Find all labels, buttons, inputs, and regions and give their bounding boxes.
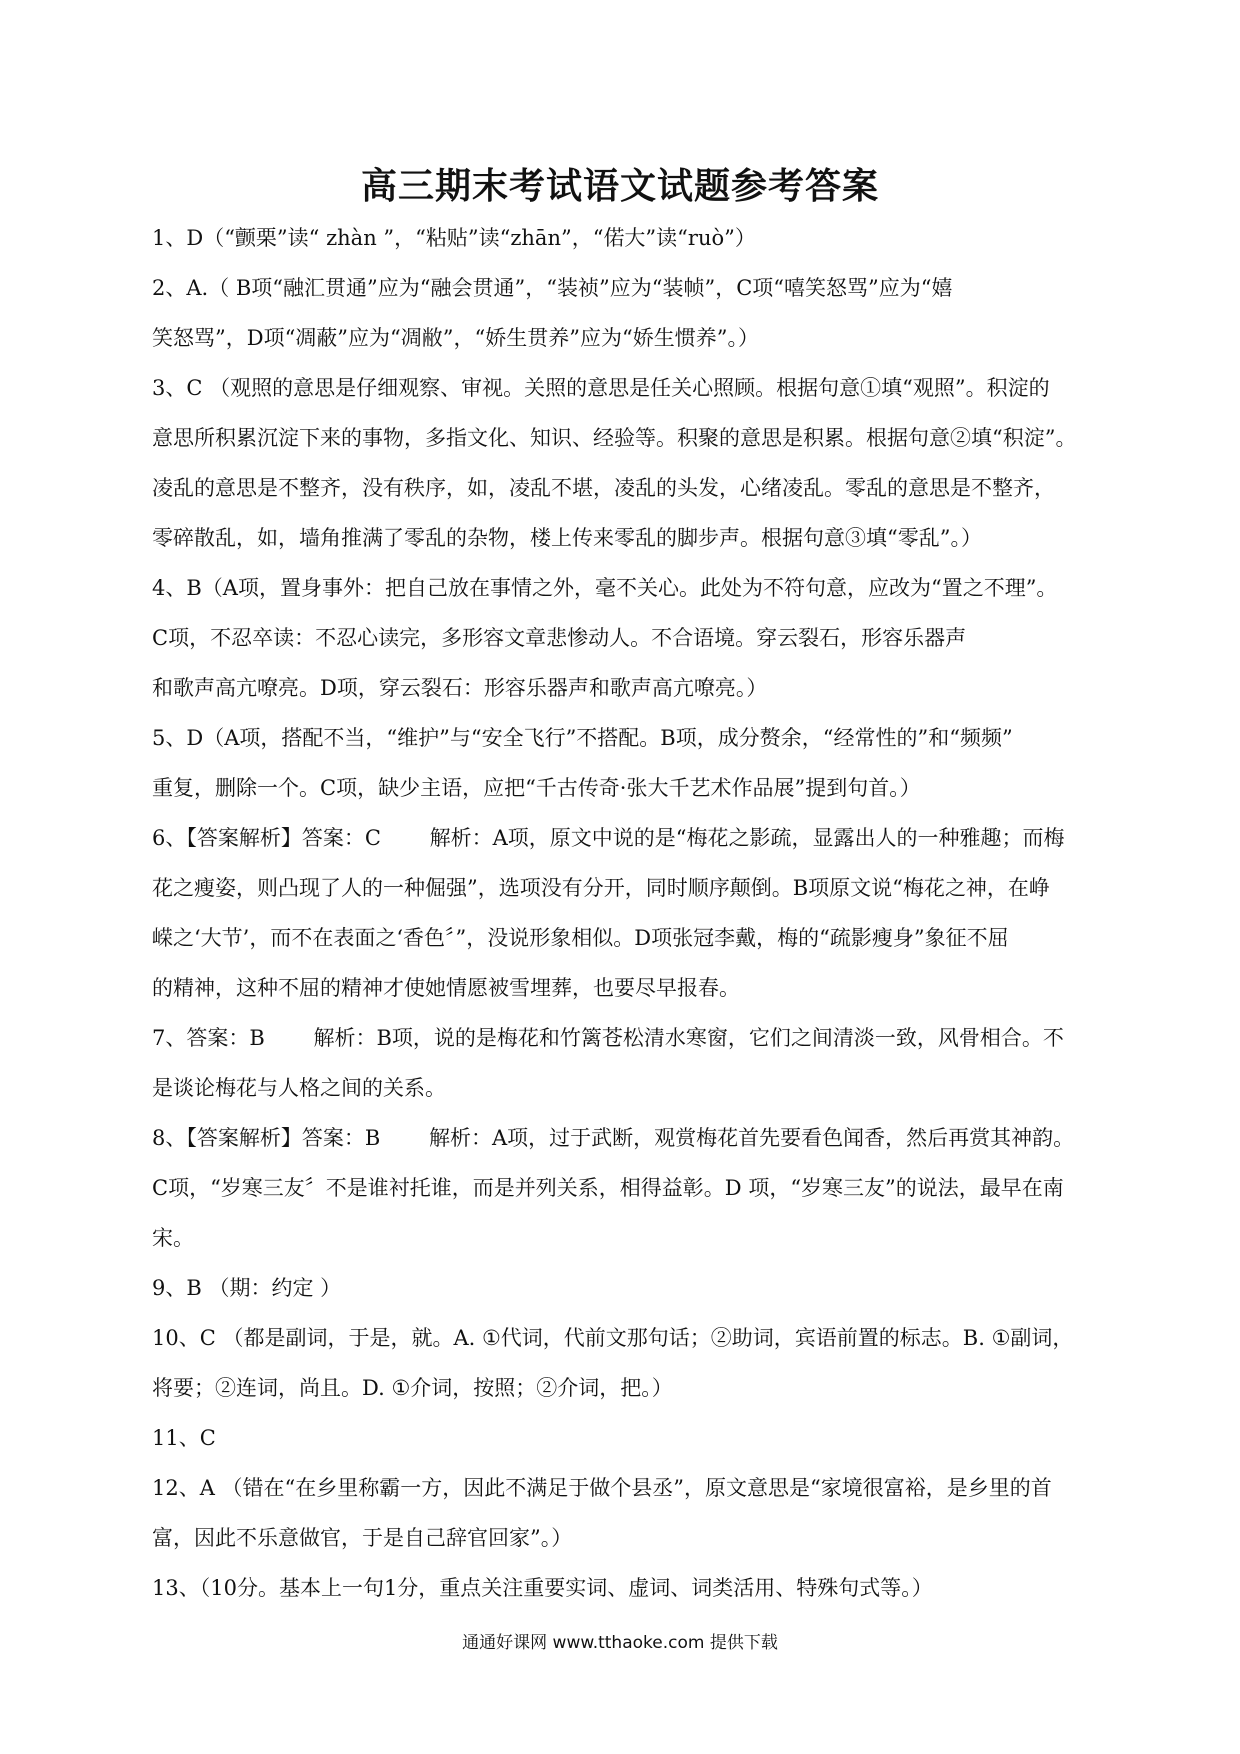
answer-line: C项，不忍卒读：不忍心读完，多形容文章悲惨动人。不合语境。穿云裂石，形容乐器声 [152, 626, 967, 650]
answer-line: 宋。 [152, 1226, 194, 1250]
answer-line: 8、【答案解析】答案：B 解析：A项，过于武断，观赏梅花首先要看色闻香，然后再赏其神韵。 [152, 1126, 1075, 1150]
answer-item [152, 563, 1092, 713]
answer-line: 富，因此不乐意做官，于是自己辞官回家”。） [152, 1526, 573, 1550]
answer-line: 意思所积累沉淀下来的事物，多指文化、知识、经验等。积聚的意思是积累。根据句意②填“积淀”。 [152, 426, 1077, 450]
answer-line: 的精神，这种不屈的精神才使她情愿被雪埋葬，也要尽早报春。 [152, 976, 740, 1000]
page-title: 高三期末考试语文试题参考答案 [360, 166, 879, 207]
answer-line: 2、A.（ B项“融汇贯通”应为“融会贯通”，“装祯”应为“装帧”，C项“嘻笑怒骂”应为“嬉 [152, 276, 953, 300]
answer-line: 1、D（“颤栗”读“ zhàn ”，“粘贴”读“zhān”，“偌大”读“ruò”） [152, 226, 756, 250]
answer-line: 5、D（A项，搭配不当，“维护”与“安全飞行”不搭配。B项，成分赘余，“经常性的”和“频频” [152, 726, 1013, 750]
answer-line: 9、B （期：约定 ） [152, 1276, 342, 1300]
answer-item [152, 1413, 1092, 1463]
answer-line: 是谈论梅花与人格之间的关系。 [152, 1076, 446, 1100]
answer-item [152, 1313, 1092, 1413]
answer-line: 11、C [152, 1426, 216, 1450]
answer-item [152, 1463, 1092, 1563]
answer-line: 12、A （错在“在乡里称霸一方，因此不满足于做个县丞”，原文意思是“家境很富裕，是乡里的首 [152, 1476, 1052, 1500]
answer-line: 重复，删除一个。C项，缺少主语，应把“千古传奇·张大千艺术作品展”提到句首。） [152, 776, 921, 800]
answer-line: 6、【答案解析】答案：C 解析：A项，原文中说的是“梅花之影疏，显露出人的一种雅趣；而梅 [152, 826, 1065, 850]
answer-line: 凌乱的意思是不整齐，没有秩序，如，凌乱不堪，凌乱的头发，心绪凌乱。零乱的意思是不整齐， [152, 476, 1055, 500]
answer-line: 13、（10分。基本上一句1分，重点关注重要实词、虚词、词类活用、特殊句式等。） [152, 1576, 933, 1600]
answer-line: 和歌声高亢嘹亮。D项，穿云裂石：形容乐器声和歌声高亢嘹亮。） [152, 676, 768, 700]
answer-line: 笑怒骂”，D项“凋蔽”应为“凋敝”，“娇生贯养”应为“娇生惯养”。） [152, 326, 759, 350]
answer-line: 10、C （都是副词，于是，就。A. ①代词，代前文那句话；②助词，宾语前置的标志。B. ①副词， [152, 1326, 1074, 1350]
answer-line: 4、B（A项，置身事外：把自己放在事情之外，毫不关心。此处为不符句意，应改为“置之不理”。 [152, 576, 1058, 600]
answer-item [152, 1563, 1092, 1613]
answer-item [152, 1113, 1092, 1263]
answer-line: C项，“岁寒三友〞不是谁衬托谁，而是并列关系，相得益彰。D 项，“岁寒三友”的说法，最早在南 [152, 1176, 1064, 1200]
answer-item [152, 263, 1092, 363]
answer-line: 3、C （观照的意思是仔细观察、审视。关照的意思是任关心照顾。根据句意①填“观照”。积淀的 [152, 376, 1050, 400]
answer-line: 花之瘦姿，则凸现了人的一种倔强”，选项没有分开，同时顺序颠倒。B项原文说“梅花之神，在峥 [152, 876, 1050, 900]
answer-item [152, 713, 1092, 813]
answer-line: 嵘之‘大节’，而不在表面之‘香色〞”，没说形象相似。D项张冠李戴，梅的“疏影瘦身”象征不屈 [152, 926, 1009, 950]
answer-item [152, 813, 1092, 1013]
answer-line: 将要；②连词，尚且。D. ①介词，按照；②介词，把。） [152, 1376, 673, 1400]
answer-line: 零碎散乱，如，墙角推满了零乱的杂物，楼上传来零乱的脚步声。根据句意③填“零乱”。） [152, 526, 982, 550]
answer-item [152, 213, 1092, 263]
answer-item [152, 363, 1092, 563]
answer-list [152, 213, 1092, 1613]
answer-line: 7、答案：B 解析：B项，说的是梅花和竹篱苍松清水寒窗，它们之间清淡一致，风骨相合。不 [152, 1026, 1064, 1050]
answer-item [152, 1013, 1092, 1113]
answer-item [152, 1263, 1092, 1313]
page-footer: 通通好课网 www.tthaoke.com 提供下载 [462, 1633, 778, 1653]
